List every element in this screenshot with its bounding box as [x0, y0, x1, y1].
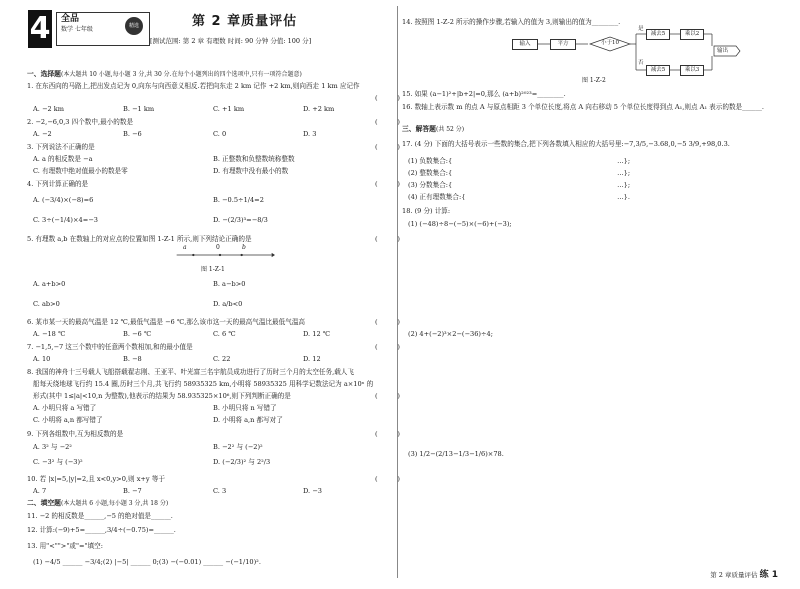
test-info: [测试范围: 第 2 章 有理数 时间: 90 分钟 分值: 100 分] — [150, 37, 312, 45]
section-fill-heading — [27, 499, 168, 508]
flow-output-label: 输出 — [717, 48, 729, 54]
q17-integer-set[interactable]: (2) 整数集合:{ …}; — [408, 169, 631, 177]
page-title: 第 2 章质量评估 — [192, 14, 298, 29]
section-fill-note: (本大题共 6 小题,每小题 3 分,共 18 分) — [60, 500, 169, 507]
flow-input-box: 输入 — [512, 39, 538, 50]
question-13: 13. 用"<"">"或"="填空: — [27, 542, 103, 550]
q10-option-d[interactable]: D. −3 — [303, 487, 322, 495]
q6-option-a[interactable]: A. −18 ℃ — [33, 330, 66, 338]
q2-option-a[interactable]: A. −2 — [33, 130, 52, 138]
answer-paren-1[interactable]: ( ) — [375, 94, 400, 102]
question-15: 15. 如果 (a−1)²+|b+2|=0,那么 (a+b)²⁰²³=________. — [402, 90, 566, 98]
question-8-line-1: 8. 我国的神舟十三号载人飞船搭载翟志刚、王亚平、叶光富三名宇航员成功进行了历时三个月的太空任务,载人飞 — [27, 368, 354, 376]
question-1: 1. 在东西向的马路上,把出发点记为 0,向东与向西意义相反.若把向东走 2 km 记作 +2 km,则向西走 1 km 应记作 — [27, 82, 360, 90]
q5-option-d[interactable]: D. a/b<0 — [213, 300, 243, 308]
question-12: 12. 计算:(−9)+5=______,3/4÷(−0.75)=______. — [27, 526, 176, 534]
section-fill-title: 二、填空题 — [27, 499, 61, 507]
brand-grade: 数学 七年级 — [61, 26, 93, 34]
number-line-figure — [165, 250, 285, 260]
number-line-zero-label: 0 — [216, 244, 220, 251]
flow-no-label: 否 — [638, 60, 644, 66]
answer-paren-8[interactable]: ( ) — [375, 392, 400, 400]
question-14: 14. 按照图 1-Z-2 所示的操作步骤,若输入的值为 3,则输出的值为________. — [402, 18, 621, 26]
right-column — [402, 10, 778, 580]
question-4: 4. 下列计算正确的是 — [27, 180, 89, 188]
q18-part-1: (1) (−48)÷8−(−5)×(−6)+(−3); — [408, 220, 512, 228]
q7-option-b[interactable]: B. −8 — [123, 355, 142, 363]
q4-option-d[interactable]: D. −(2/3)³=−8/3 — [213, 216, 268, 224]
q8-option-d[interactable]: D. 小明将 a,n 都写对了 — [213, 416, 283, 424]
q18-part-2: (2) 4+(−2)³×2−(−36)÷4; — [408, 330, 493, 338]
q10-option-a[interactable]: A. 7 — [33, 487, 47, 495]
question-2: 2. −2,−6,0,3 四个数中,最小的数是 — [27, 118, 134, 126]
answer-paren-9[interactable]: ( ) — [375, 430, 400, 438]
section-choice-title: 一、选择题 — [27, 70, 61, 78]
answer-paren-2[interactable]: ( ) — [375, 118, 400, 126]
q2-option-c[interactable]: C. 0 — [213, 130, 227, 138]
flow-square-box: 平方 — [550, 39, 576, 50]
q7-option-c[interactable]: C. 22 — [213, 355, 231, 363]
answer-paren-6[interactable]: ( ) — [375, 318, 400, 326]
question-6: 6. 某市某一天的最高气温是 12 ℃,最低气温是 −6 ℃,那么该市这一天的最高气温比最低气温高 — [27, 318, 306, 326]
question-9: 9. 下列各组数中,互为相反数的是 — [27, 430, 124, 438]
q9-option-a[interactable]: A. 3² 与 −2² — [33, 443, 72, 451]
flowchart-figure — [512, 28, 742, 88]
answer-paren-3[interactable]: ( ) — [375, 143, 400, 151]
q7-option-a[interactable]: A. 10 — [33, 355, 51, 363]
q6-option-c[interactable]: C. 6 ℃ — [213, 330, 236, 338]
question-5: 5. 有理数 a,b 在数轴上的对应点的位置如图 1-Z-1 所示,则下列结论正确的是 — [27, 235, 252, 243]
q6-option-d[interactable]: D. 12 ℃ — [303, 330, 331, 338]
q5-option-a[interactable]: A. a+b>0 — [33, 280, 66, 288]
unit-badge: 4 — [29, 11, 51, 46]
q8-option-b[interactable]: B. 小明只将 n 写错了 — [213, 404, 277, 412]
q1-option-d[interactable]: D. +2 km — [303, 105, 335, 113]
section-solve-title: 三、解答题 — [402, 125, 436, 133]
section-choice-note: (本大题共 10 小题,每小题 3 分,共 30 分.在每个小题列出的四个选项中,只有一项符合题意) — [60, 71, 302, 78]
q5-option-c[interactable]: C. ab>0 — [33, 300, 60, 308]
q8-option-a[interactable]: A. 小明只将 a 写错了 — [33, 404, 97, 412]
brand-tag: 精选 — [125, 17, 143, 35]
answer-paren-7[interactable]: ( ) — [375, 343, 400, 351]
question-10: 10. 若 |x|=5,|y|=2,且 x<0,y>0,则 x+y 等于 — [27, 475, 165, 483]
question-8-line-2: 船每天绕地球飞行约 15.4 圈,历时三个月,共飞行约 58935325 km,小明将 58935325 用科学记数法记为 a×10ⁿ 的 — [33, 380, 374, 388]
flow-minus5-box: 减去5 — [646, 29, 670, 40]
flowchart-connectors — [512, 28, 742, 88]
q10-option-b[interactable]: B. −7 — [123, 487, 142, 495]
question-8-line-3: 形式(其中 1≤|a|<10,n 为整数),他表示的结果为 58.935325×10⁶,则下列判断正确的是 — [33, 392, 291, 400]
column-divider — [397, 6, 398, 578]
answer-paren-10[interactable]: ( ) — [375, 475, 400, 483]
q9-option-c[interactable]: C. −3² 与 (−3)² — [33, 458, 83, 466]
question-3: 3. 下列说法不正确的是 — [27, 143, 95, 151]
figure-1-caption: 图 1-Z-1 — [201, 266, 225, 273]
q2-option-d[interactable]: D. 3 — [303, 130, 317, 138]
question-7: 7. −1,5,−7 这三个数中的任意两个数相加,和的最小值是 — [27, 343, 193, 351]
question-18: 18. (9 分) 计算: — [402, 207, 451, 215]
q9-option-b[interactable]: B. −2² 与 (−2)² — [213, 443, 263, 451]
flow-yes-label: 是 — [638, 26, 644, 32]
figure-2-caption: 图 1-Z-2 — [582, 77, 606, 84]
q18-part-3: (3) 1/2−(2/13−1/3−1/6)×78. — [408, 450, 504, 458]
number-line-a-label: a — [183, 244, 187, 251]
q3-option-c[interactable]: C. 有理数中绝对值最小的数是零 — [33, 167, 128, 175]
q17-negative-set[interactable]: (1) 负数集合:{ …}; — [408, 157, 631, 165]
q9-option-d[interactable]: D. (−2/3)² 与 2²/3 — [213, 458, 271, 466]
q4-option-a[interactable]: A. (−3/4)×(−8)=6 — [33, 196, 94, 204]
q1-option-c[interactable]: C. +1 km — [213, 105, 245, 113]
answer-paren-5[interactable]: ( ) — [375, 235, 400, 243]
page-footer — [710, 570, 778, 581]
q3-option-b[interactable]: B. 正整数和负整数统称整数 — [213, 155, 295, 163]
q5-option-b[interactable]: B. a−b>0 — [213, 280, 246, 288]
flow-times2-box: 乘以2 — [680, 29, 704, 40]
number-line-b-label: b — [242, 244, 246, 251]
question-17: 17. (4 分) 下面的大括号表示一些数的集合,把下列各数填入相应的大括号里:−7,3/5,−3.68,0,−5 3/9,+98,0.3. — [402, 140, 730, 148]
answer-paren-4[interactable]: ( ) — [375, 180, 400, 188]
q4-option-c[interactable]: C. 3÷(−1/4)×4=−3 — [33, 216, 98, 224]
q6-option-b[interactable]: B. −6 ℃ — [123, 330, 152, 338]
q8-option-c[interactable]: C. 小明将 a,n 都写错了 — [33, 416, 103, 424]
flow-compare-label: 小于10 — [601, 40, 619, 46]
question-16: 16. 数轴上表示数 m 的点 A 与原点相距 3 个单位长度,将点 A 向右移动 5 个单位长度得到点 A₁,则点 A₁ 表示的数是______. — [402, 103, 765, 111]
q10-option-c[interactable]: C. 3 — [213, 487, 227, 495]
q1-option-b[interactable]: B. −1 km — [123, 105, 155, 113]
flow-minus5-box-lower: 减去5 — [646, 65, 670, 76]
q17-fraction-set[interactable]: (3) 分数集合:{ …}; — [408, 181, 631, 189]
q3-option-a[interactable]: A. a 的相反数是 −a — [33, 155, 93, 163]
brand-name: 全品 — [61, 14, 80, 24]
left-column — [27, 10, 400, 580]
question-11: 11. −2 的相反数是______,−5 的绝对值是______. — [27, 512, 173, 520]
section-choice-heading — [27, 70, 302, 79]
footer-label: 第 2 章质量评估 — [710, 571, 758, 579]
q1-option-a[interactable]: A. −2 km — [33, 105, 65, 113]
question-13-parts: (1) −4/5 ______ −3/4;(2) |−5| ______ 0;(3) −(−0.01) ______ −(−1/10)². — [33, 558, 261, 566]
footer-page-number: 练 1 — [759, 570, 778, 580]
section-solve-note: (共 52 分) — [435, 126, 465, 133]
flow-times3-box: 乘以3 — [680, 65, 704, 76]
q3-option-d[interactable]: D. 有理数中没有最小的数 — [213, 167, 289, 175]
q17-positive-rational-set[interactable]: (4) 正有理数集合:{ …}. — [408, 193, 630, 201]
q7-option-d[interactable]: D. 12 — [303, 355, 321, 363]
q4-option-b[interactable]: B. −0.5÷1/4=2 — [213, 196, 264, 204]
q2-option-b[interactable]: B. −6 — [123, 130, 142, 138]
section-solve-heading — [402, 125, 464, 134]
